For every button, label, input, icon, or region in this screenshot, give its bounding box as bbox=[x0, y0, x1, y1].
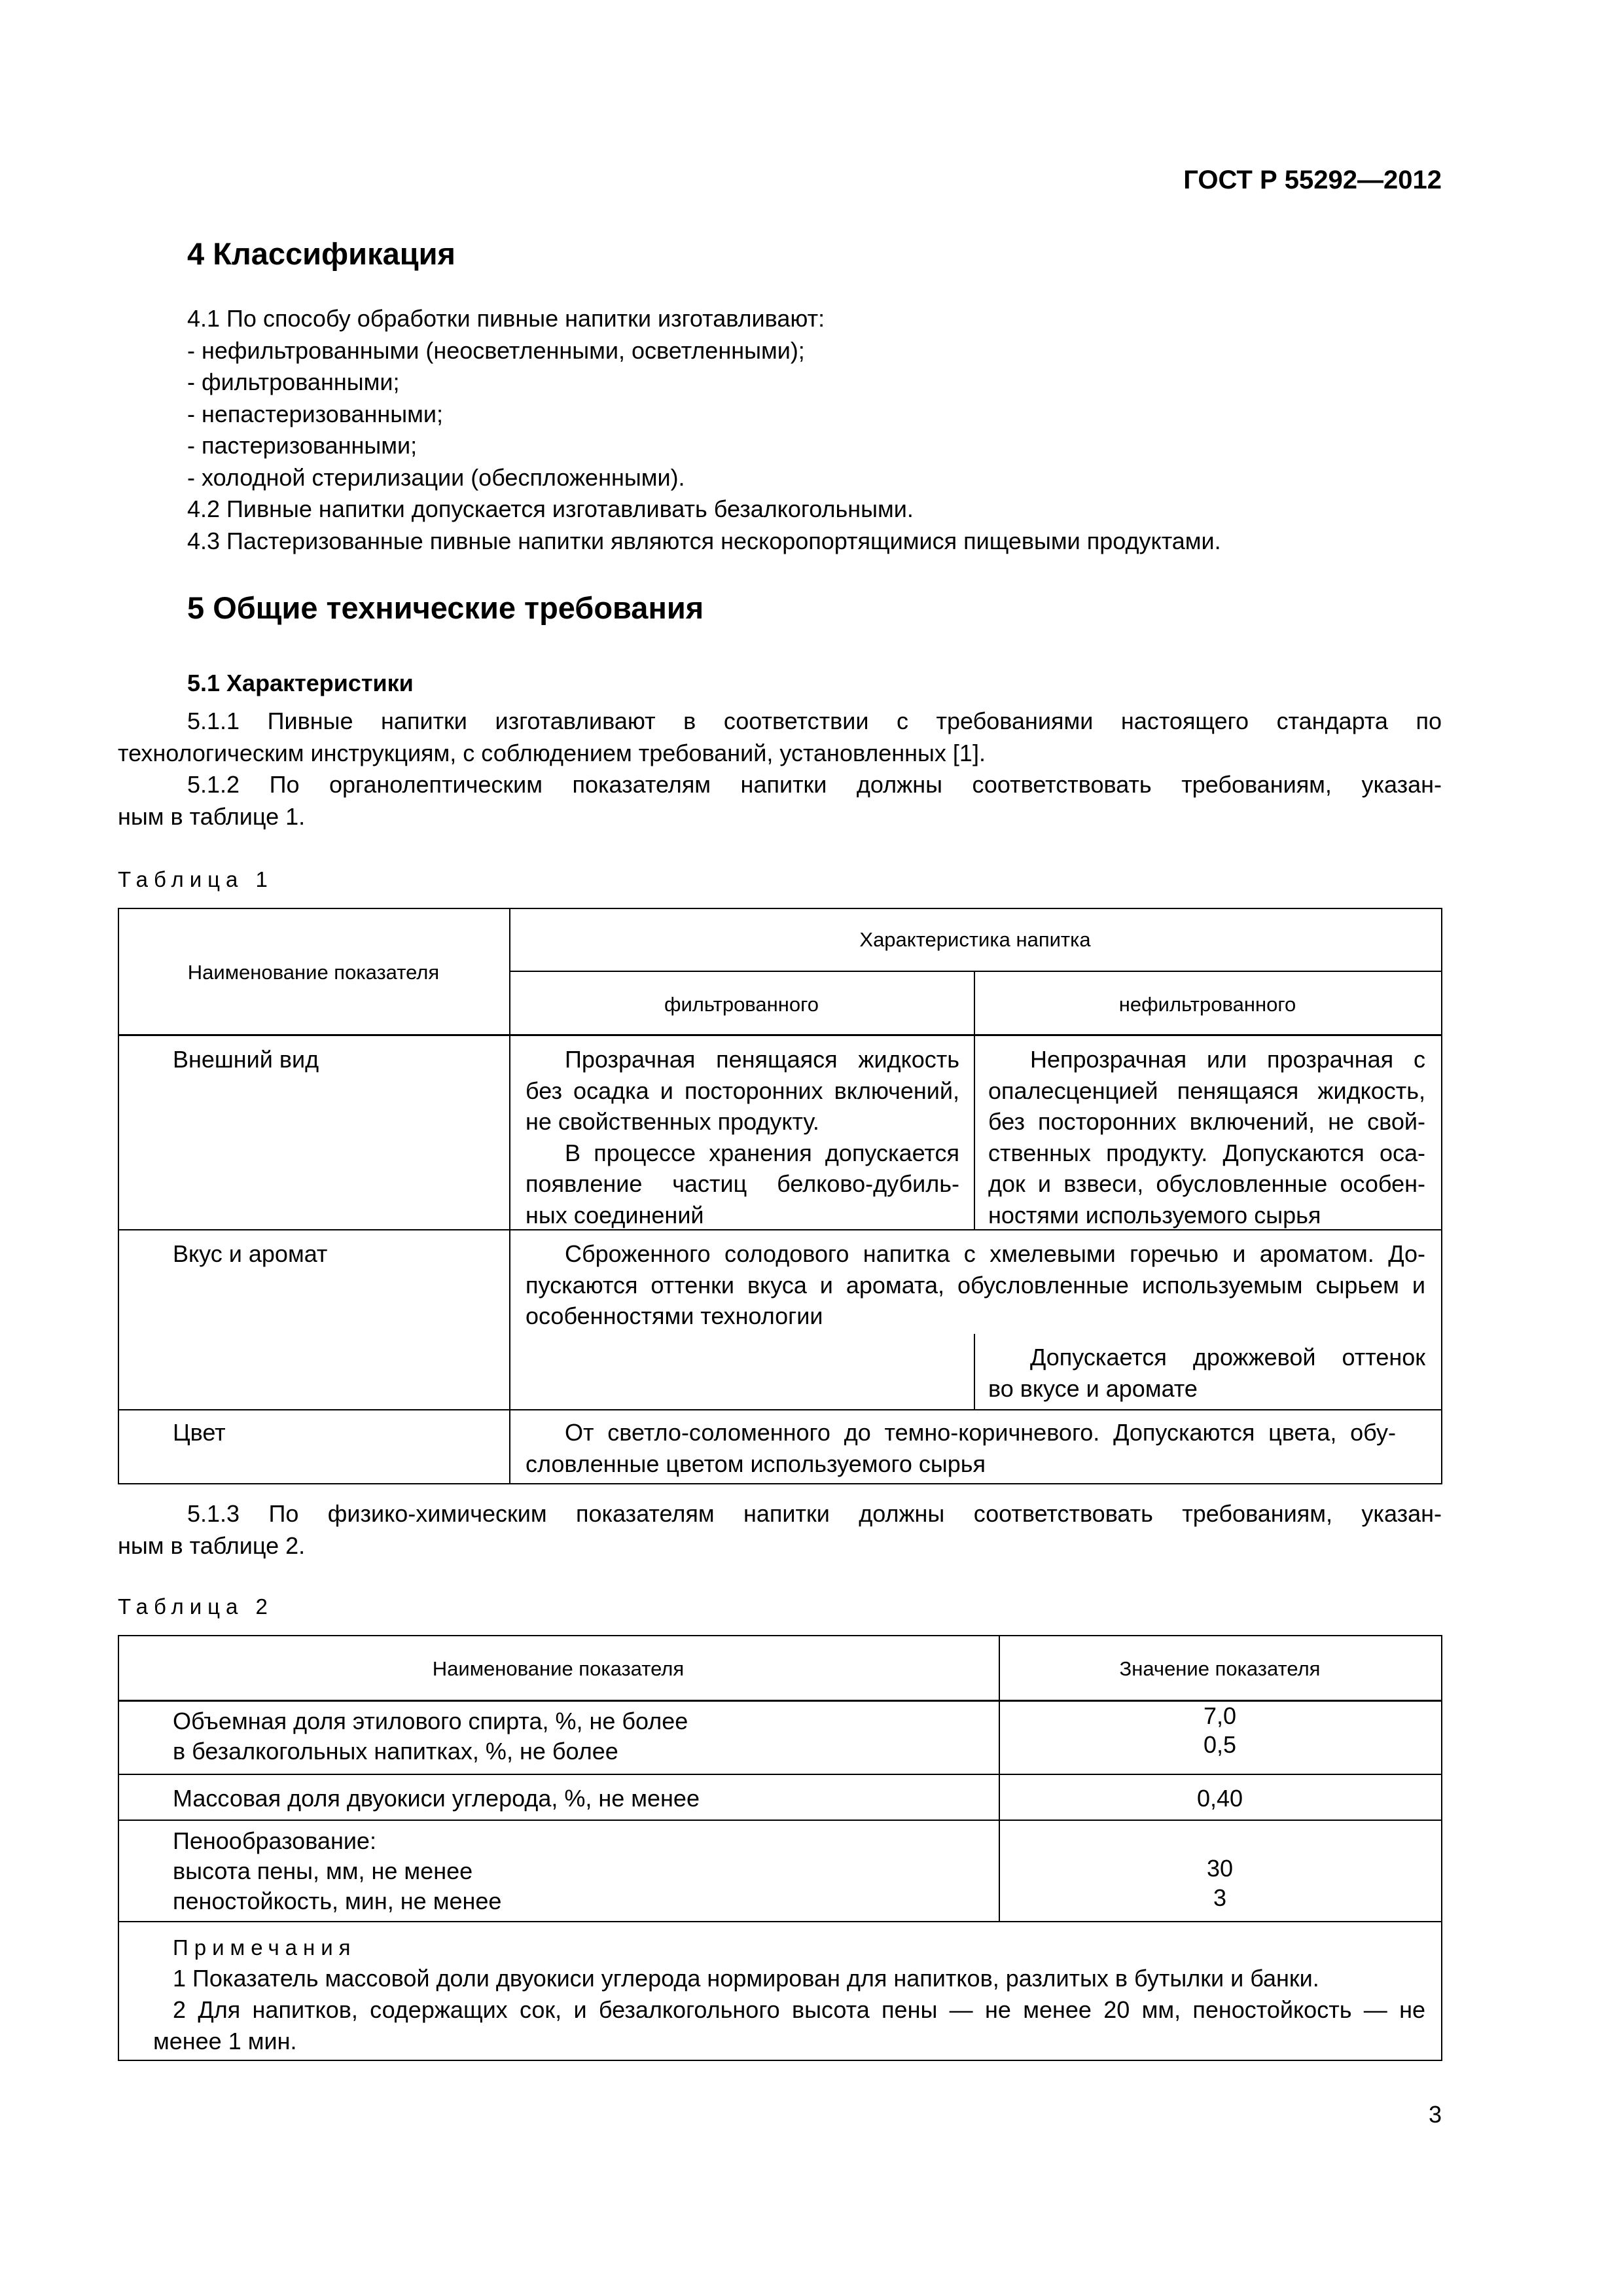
table-border bbox=[509, 971, 1442, 972]
text-line: ным в таблице 2. bbox=[118, 1532, 306, 1559]
section-5-body bbox=[118, 706, 1442, 833]
text-line: пеностойкость, мин, не менее bbox=[173, 1888, 502, 1914]
text-line: ным в таблице 1. bbox=[118, 802, 306, 830]
table-border bbox=[118, 1483, 1442, 1484]
table-border bbox=[1441, 1635, 1442, 2061]
cell-unfiltered bbox=[988, 1044, 1425, 1230]
subsection-5-1-heading: 5.1 Характеристики bbox=[187, 670, 414, 696]
list-item: - нефильтрованными (неосветленными, осветленными); bbox=[187, 336, 805, 364]
text-line: ных соединений bbox=[526, 1201, 704, 1229]
text-line: во вкусе и аромате bbox=[988, 1374, 1198, 1402]
text-line: ственных продукту. Допускаются оса- bbox=[988, 1139, 1425, 1166]
text-line: 5.1.3 По физико-химическим показателям напитки должны соответствовать требованиям, указан- bbox=[187, 1500, 1442, 1527]
table-border bbox=[118, 1635, 1442, 1636]
notes-title: Примечания bbox=[173, 1935, 357, 1960]
text-line: 5.1.2 По органолептическим показателям напитки должны соответствовать требованиям, указан- bbox=[187, 771, 1442, 798]
table-border bbox=[118, 1774, 1442, 1775]
row-value bbox=[999, 1854, 1441, 1912]
section-4-body bbox=[187, 303, 1221, 557]
table-border bbox=[118, 908, 119, 1484]
text-line: без осадка и посторонних включений, bbox=[526, 1077, 959, 1104]
text-line: Пенообразование: bbox=[173, 1827, 376, 1854]
text-line: Сброженного солодового напитка с хмелевыми горечью и ароматом. До- bbox=[565, 1240, 1425, 1267]
clause-4-1: 4.1 По способу обработки пивные напитки изготавливают: bbox=[187, 305, 825, 332]
list-item: - непастеризованными; bbox=[187, 400, 444, 427]
value: 3 bbox=[1213, 1884, 1227, 1911]
table-2-caption: Таблица 2 bbox=[118, 1594, 274, 1619]
table-border bbox=[118, 1820, 1442, 1821]
text-line: без посторонних включений, не свой- bbox=[988, 1108, 1425, 1135]
column-header-unfiltered: нефильтрованного bbox=[1118, 993, 1296, 1016]
text-line: пускаются оттенки вкуса и аромата, обусловленные используемым сырьем и bbox=[526, 1271, 1425, 1299]
table-border bbox=[118, 2060, 1442, 2061]
clause-5-1-3 bbox=[118, 1498, 1442, 1562]
text-line: 5.1.1 Пивные напитки изготавливают в соответствии с требованиями настоящего стандарта по bbox=[187, 708, 1442, 734]
text-line: словленные цветом используемого сырья bbox=[526, 1450, 986, 1477]
clause-4-2: 4.2 Пивные напитки допускается изготавливать безалкогольными. bbox=[187, 495, 914, 522]
clause-4-3: 4.3 Пастеризованные пивные напитки являются нескоропортящимися пищевыми продуктами. bbox=[187, 527, 1221, 554]
table-border bbox=[974, 1334, 975, 1409]
text-line: технологическим инструкциям, с соблюдением требований, установленных [1]. bbox=[118, 739, 986, 766]
table-border bbox=[118, 1034, 1442, 1036]
text-line: высота пены, мм, не менее bbox=[173, 1857, 473, 1884]
text-line: Непрозрачная или прозрачная с bbox=[1030, 1046, 1425, 1073]
value: 7,0 bbox=[1203, 1702, 1237, 1729]
text-line: Допускается дрожжевой оттенок bbox=[1030, 1344, 1425, 1371]
table-border bbox=[1441, 908, 1442, 1484]
text-line: появление частиц белково-дубиль- bbox=[526, 1170, 959, 1197]
row-value bbox=[999, 1702, 1441, 1759]
page-number: 3 bbox=[1428, 2101, 1442, 2128]
text-line: Прозрачная пенящаяся жидкость bbox=[565, 1046, 959, 1073]
column-header-name: Наименование показателя bbox=[432, 1657, 685, 1680]
text-line: особенностями технологии bbox=[526, 1302, 823, 1329]
row-name: Вкус и аромат bbox=[173, 1240, 328, 1267]
cell-common bbox=[526, 1238, 1425, 1332]
table-border bbox=[118, 908, 1442, 909]
value: 30 bbox=[1206, 1855, 1234, 1882]
text-line: опалесценцией пенящаяся жидкость, bbox=[988, 1077, 1425, 1104]
text-line: док и взвеси, обусловленные особен- bbox=[988, 1170, 1425, 1197]
section-5-heading: 5 Общие технические требования bbox=[187, 590, 704, 625]
document-number: ГОСТ Р 55292—2012 bbox=[1183, 166, 1442, 194]
column-header-filtered: фильтрованного bbox=[664, 993, 819, 1016]
cell-common bbox=[526, 1417, 1396, 1479]
note-item: 2 Для напитков, содержащих сок, и безалкогольного высота пены — не менее 20 мм, пеностойкость — не bbox=[173, 1996, 1425, 2023]
table-1-caption: Таблица 1 bbox=[118, 867, 274, 891]
value: 0,5 bbox=[1203, 1731, 1237, 1758]
column-header-value: Значение показателя bbox=[1119, 1657, 1321, 1680]
text-line: не свойственных продукту. bbox=[526, 1108, 819, 1135]
column-header-name: Наименование показателя bbox=[187, 961, 440, 984]
value: 0,40 bbox=[1196, 1785, 1243, 1812]
list-item: - фильтрованными; bbox=[187, 368, 400, 395]
row-name: Массовая доля двуокиси углерода, %, не менее bbox=[173, 1785, 700, 1812]
text-line: От светло-соломенного до темно-коричневого. Допускаются цвета, обу- bbox=[565, 1419, 1396, 1446]
note-item: менее 1 мин. bbox=[153, 2028, 297, 2054]
table-border bbox=[118, 1409, 1442, 1410]
column-header-group: Характеристика напитка bbox=[859, 928, 1091, 951]
row-name: Цвет bbox=[173, 1419, 226, 1446]
table-border bbox=[118, 1635, 119, 2061]
cell-filtered bbox=[526, 1044, 959, 1230]
text-line: ностями используемого сырья bbox=[988, 1201, 1321, 1229]
list-item: - пастеризованными; bbox=[187, 432, 418, 459]
row-name bbox=[173, 1706, 688, 1767]
text-line: Объемная доля этилового спирта, %, не более bbox=[173, 1708, 688, 1734]
row-name bbox=[173, 1826, 501, 1916]
notes bbox=[153, 1963, 1425, 2057]
note-item: 1 Показатель массовой доли двуокиси углерода нормирован для напитков, разлитых в бутылки и банки. bbox=[173, 1965, 1319, 1992]
section-4-heading: 4 Классификация bbox=[187, 236, 455, 271]
table-border bbox=[118, 1921, 1442, 1922]
cell-unfiltered bbox=[988, 1342, 1425, 1404]
text-line: в безалкогольных напитках, %, не более bbox=[173, 1738, 618, 1765]
text-line: В процессе хранения допускается bbox=[565, 1139, 959, 1166]
list-item: - холодной стерилизации (обеспложенными). bbox=[187, 463, 685, 491]
row-name: Внешний вид bbox=[173, 1046, 319, 1073]
